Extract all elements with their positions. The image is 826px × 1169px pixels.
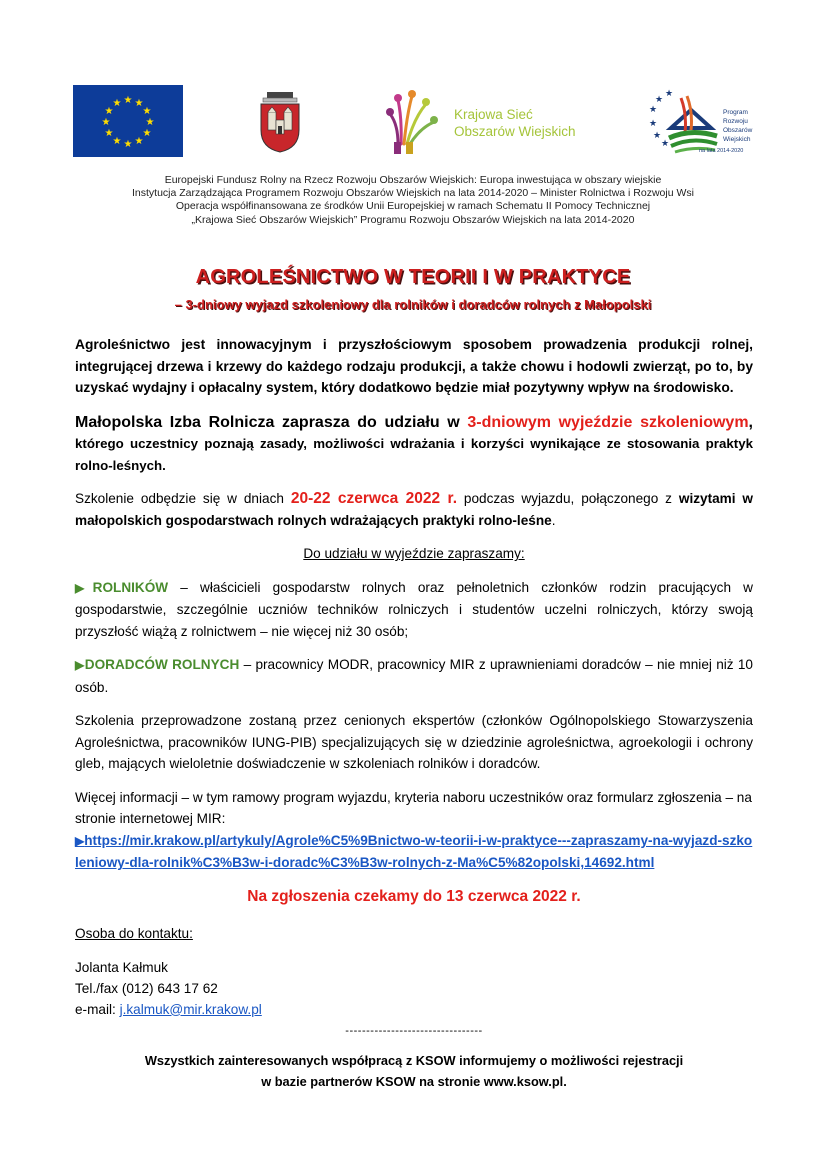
invite-rest: którego uczestnicy poznają zasady, możliwości wdrażania i korzyści wynikające ze stosowania praktyk rolno-leśnych. <box>75 436 753 473</box>
ksow-logo-line2: Obszarów Wiejskich <box>454 124 576 139</box>
svg-text:★: ★ <box>649 119 658 129</box>
svg-text:★: ★ <box>661 139 670 149</box>
intro-paragraph: Agroleśnictwo jest innowacyjnym i przyszłościowym sposobem prowadzenia produkcji rolnej, integrującej drzewa i krzewy do każdego rodzaju produkcji, a także chowu i hodowli zwierząt, po to, by uzyskać wydajny i opłacalny system, który dodatkowo będzie miał pozytywny wpływ na środowisko. <box>75 337 753 396</box>
svg-text:★: ★ <box>653 131 662 141</box>
svg-text:★: ★ <box>134 136 144 147</box>
svg-text:★: ★ <box>101 117 111 128</box>
audience-farmers-label: ROLNIKÓW <box>92 579 169 595</box>
svg-text:★: ★ <box>649 105 658 115</box>
more-info-paragraph <box>75 787 753 874</box>
ksow-logo-text <box>454 106 576 140</box>
page-title: AGROLEŚNICTWO W TEORII I W PRAKTYCE <box>195 266 631 288</box>
invite-comma: , <box>748 413 753 431</box>
contact-email-link[interactable]: j.kalmuk@mir.krakow.pl <box>119 1001 262 1017</box>
arrow-right-icon: ▶ <box>75 658 85 673</box>
eu-flag-logo <box>73 85 183 157</box>
ksow-logo-line1: Krajowa Sieć <box>454 107 533 122</box>
svg-text:★: ★ <box>145 117 155 128</box>
arrow-right-icon: ▶ <box>75 580 93 595</box>
svg-text:★: ★ <box>655 95 664 105</box>
ksow-logo <box>384 84 604 156</box>
svg-text:★: ★ <box>112 136 122 147</box>
svg-text:★: ★ <box>104 106 114 117</box>
dates-mid: podczas wyjazdu, połączonego z <box>457 491 679 507</box>
more-info-text: Więcej informacji – w tym ramowy program wyjazdu, kryteria naboru uczestników oraz formularz zgłoszenia – na stronie internetowej MIR: <box>75 789 752 827</box>
prow-logo-line4: Wiejskich <box>723 136 751 143</box>
footer-note <box>75 1050 753 1093</box>
mir-article-url: https://mir.krakow.pl/artykuly/Agrole%C5%9Bnictwo-w-teorii-i-w-praktyce---zapraszamy-na-wyjazd-szkoleniowy-dla-rolnik%C3%B3w-i-doradc%C3%B3w-rolnych-z-Ma%C5%82opolski,14692.html <box>75 832 753 871</box>
invite-lead: Małopolska Izba Rolnicza zaprasza do udziału w <box>75 413 468 431</box>
dates-visits: wizytami w małopolskich gospodarstwach rolnych wdrażających praktyki rolno-leśne <box>75 491 753 528</box>
svg-text:★: ★ <box>104 128 114 139</box>
contact-heading: Osoba do kontaktu: <box>75 926 193 942</box>
prow-logo-line1: Program <box>723 109 748 116</box>
dates-pre: Szkolenie odbędzie się w dniach <box>75 491 291 507</box>
page-subtitle: – 3-dniowy wyjazd szkoleniowy dla rolników i doradców rolnych z Małopolski <box>174 297 652 312</box>
prow-logo-line3: Obszarów <box>723 127 753 134</box>
svg-text:★: ★ <box>665 89 674 99</box>
contact-details <box>75 957 753 1020</box>
experts-paragraph: Szkolenia przeprowadzone zostaną przez cenionych ekspertów (członków Ogólnopolskiego Stowarzyszenia Agroleśnictwa, pracowników IUNG-PIB) specjalizujących się w dziedzinie agroleśnictwa, agroekologii i ochrony gleb, mających wieloletnie doświadczenie w szkoleniach rolników i doradców. <box>75 713 753 772</box>
arrow-right-icon: ▶ <box>75 833 85 848</box>
funding-line: Europejski Fundusz Rolny na Rzecz Rozwoju Obszarów Wiejskich: Europa inwestująca w obszary wiejskie <box>164 174 662 186</box>
svg-text:★: ★ <box>112 98 122 109</box>
audience-heading: Do udziału w wyjeździe zapraszamy: <box>303 546 525 562</box>
funding-line: Instytucja Zarządzająca Programem Rozwoju Obszarów Wiejskich na lata 2014-2020 – Minister Rolnictwa i Rozwoju Wsi <box>132 187 694 200</box>
dates-end: . <box>551 512 556 528</box>
prow-logo-years: na lata 2014-2020 <box>699 148 744 154</box>
audience-advisors-label: DORADCÓW ROLNYCH <box>84 657 240 673</box>
deadline-notice: Na zgłoszenia czekamy do 13 czerwca 2022 r. <box>247 887 581 905</box>
svg-text:★: ★ <box>123 95 133 106</box>
audience-farmers-text: – właścicieli gospodarstw rolnych oraz pełnoletnich członków rodzin pracujących w gospodarstwie, szczególnie uczniów techników rolniczych i studentów uczelni rolniczych, którzy swoją przyszłość wiążą z rolnictwem – nie więcej niż 30 osób; <box>75 579 753 639</box>
dates-paragraph <box>75 488 753 531</box>
funding-line: „Krajowa Sieć Obszarów Wiejskich” Programu Rozwoju Obszarów Wiejskich na lata 2014-2020 <box>191 213 635 226</box>
audience-farmers <box>75 577 753 643</box>
footer-line2: w bazie partnerów KSOW na stronie www.ksow.pl. <box>261 1074 567 1090</box>
svg-text:★: ★ <box>123 139 133 150</box>
mir-article-link[interactable] <box>75 833 752 871</box>
audience-advisors-text: – pracownicy MODR, pracownicy MIR z uprawnieniami doradców – nie mniej niż 10 osób. <box>75 657 753 695</box>
invite-highlight: 3-dniowym wyjeździe szkoleniowym <box>467 413 749 431</box>
ksow-tree-icon <box>384 84 454 156</box>
event-dates: 20-22 czerwca 2022 r. <box>290 490 458 508</box>
prow-logo <box>647 88 777 160</box>
city-crest-logo <box>257 90 303 154</box>
prow-logo-text <box>723 108 752 144</box>
separator: --------------------------------- <box>345 1024 483 1037</box>
contact-email-label: e-mail: <box>75 1001 120 1017</box>
svg-text:★: ★ <box>142 128 152 139</box>
prow-logo-line2: Rozwoju <box>723 118 748 125</box>
footer-line1: Wszystkich zainteresowanych współpracą z KSOW informujemy o możliwości rejestracji <box>144 1052 684 1068</box>
funding-info <box>40 174 786 227</box>
logo-bar <box>72 84 772 164</box>
main-content <box>75 334 753 1093</box>
invite-paragraph <box>75 412 753 477</box>
audience-advisors <box>75 654 753 698</box>
svg-text:★: ★ <box>134 98 144 109</box>
svg-text:★: ★ <box>142 106 152 117</box>
contact-phone: Tel./fax (012) 643 17 62 <box>75 980 218 996</box>
funding-line: Operacja współfinansowana ze środków Unii Europejskiej w ramach Schematu II Pomocy Technicznej <box>175 200 651 213</box>
contact-name: Jolanta Kałmuk <box>75 959 168 975</box>
